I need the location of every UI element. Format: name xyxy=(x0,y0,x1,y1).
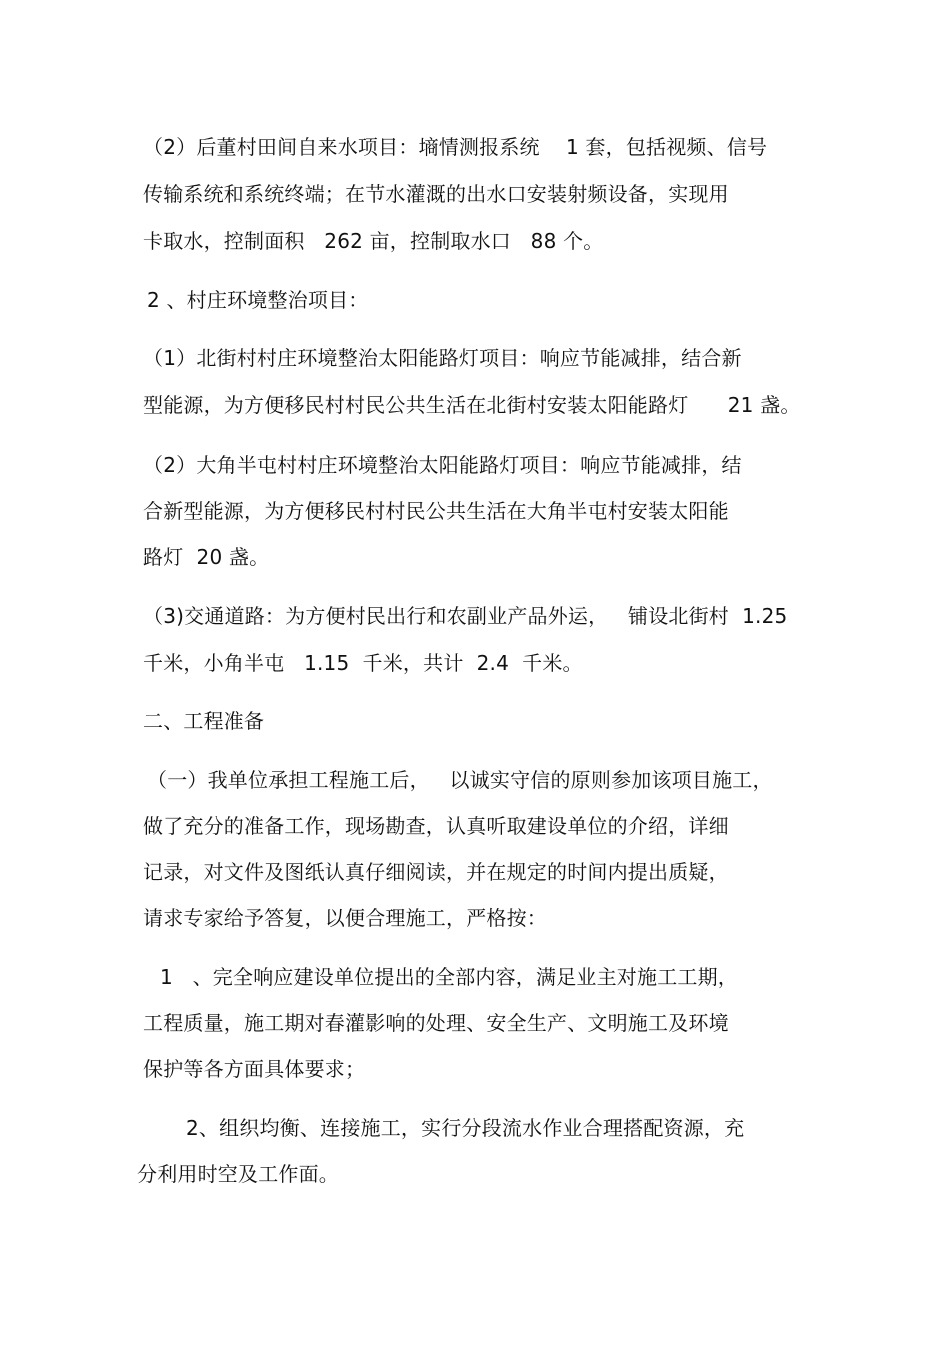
text-line: 路灯 20 盏。 xyxy=(143,545,270,569)
text-line: 合新型能源，为方便移民村村民公共生活在大角半屯村安装太阳能 xyxy=(143,499,729,523)
text-line: （1）北街村村庄环境整治太阳能路灯项目：响应节能减排，结合新 xyxy=(143,346,742,370)
text-line: 保护等各方面具体要求； xyxy=(143,1057,366,1081)
text-line: （3)交通道路：为方便村民出行和农副业产品外运， 铺设北街村 1.25 xyxy=(143,604,788,628)
section-heading: 2 、村庄环境整治项目： xyxy=(147,288,369,312)
text-line: 分利用时空及工作面。 xyxy=(137,1162,339,1186)
text-line: 做了充分的准备工作，现场勘查，认真听取建设单位的介绍，详细 xyxy=(143,814,729,838)
text-line: 工程质量，施工期对春灌影响的处理、安全生产、文明施工及环境 xyxy=(143,1011,729,1035)
text-line: 型能源，为方便移民村村民公共生活在北街村安装太阳能路灯 21 盏。 xyxy=(143,393,801,417)
text-line: （2）后董村田间自来水项目：墒情测报系统 1 套，包括视频、信号 xyxy=(143,135,768,159)
text-line: 卡取水，控制面积 262 亩，控制取水口 88 个。 xyxy=(143,229,604,253)
text-line: （一）我单位承担工程施工后， 以诚实守信的原则参加该项目施工， xyxy=(147,768,773,792)
text-line: 记录，对文件及图纸认真仔细阅读，并在规定的时间内提出质疑， xyxy=(143,860,729,884)
list-item: 2、组织均衡、连接施工，实行分段流水作业合理搭配资源，充 xyxy=(186,1116,745,1140)
text-line: 请求专家给予答复，以便合理施工，严格按： xyxy=(143,906,547,930)
list-item: 1 、完全响应建设单位提出的全部内容，满足业主对施工工期， xyxy=(160,965,738,989)
text-line: （2）大角半屯村村庄环境整治太阳能路灯项目：响应节能减排，结 xyxy=(143,453,742,477)
text-line: 传输系统和系统终端；在节水灌溉的出水口安装射频设备，实现用 xyxy=(143,182,729,206)
text-line: 千米，小角半屯 1.15 千米，共计 2.4 千米。 xyxy=(143,651,583,675)
section-heading: 二、工程准备 xyxy=(143,709,265,733)
